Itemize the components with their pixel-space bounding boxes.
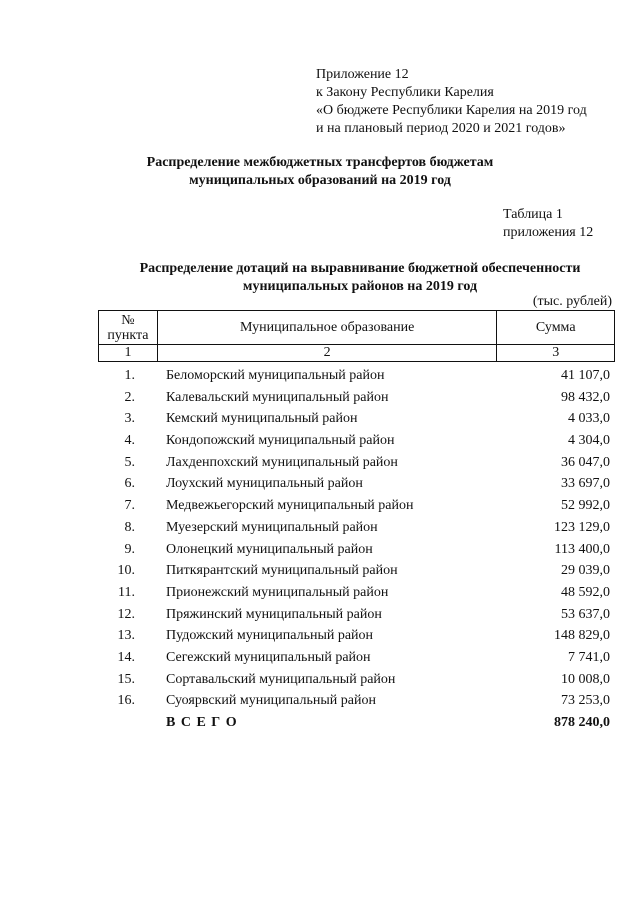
column-index: 2 [157,345,497,362]
table-title [0,260,640,296]
table-row [98,473,615,495]
row-sum: 7 741,0 [568,649,610,665]
table-title-line: Распределение дотаций на выравнивание бюджетной обеспеченности [139,261,581,276]
table-row [98,582,615,604]
table-row [98,560,615,582]
column-index: 1 [99,345,158,362]
row-number: 2. [124,389,135,405]
table-row [98,408,615,430]
row-name: Беломорский муниципальный район [166,368,385,383]
row-name: Кондопожский муниципальный район [166,433,395,449]
column-header-number-line1: № [121,312,135,328]
column-index-row [99,345,615,362]
table-row [98,647,615,669]
total-row [98,712,615,734]
units-label: (тыс. рублей) [532,294,612,309]
row-name: Кемский муниципальный район [166,411,358,427]
table-row [98,625,615,647]
row-sum: 4 033,0 [568,411,610,427]
row-number: 9. [124,541,135,557]
row-number: 1. [124,368,135,383]
total-sum: 878 240,0 [554,715,610,730]
table-row [98,517,615,539]
row-number: 11. [118,584,135,600]
row-name: Суоярвский муниципальный район [166,693,376,709]
document-title [0,154,640,190]
total-label: В С Е Г О [166,715,238,730]
row-sum: 10 008,0 [561,671,610,687]
row-name: Сортавальский муниципальный район [166,671,396,687]
appendix-line: и на плановый период 2020 и 2021 годов» [316,121,566,136]
row-number: 3. [124,411,135,427]
document-title-line: муниципальных образований на 2019 год [189,173,451,188]
row-sum: 98 432,0 [561,389,610,405]
row-name: Пудожский муниципальный район [166,628,374,644]
row-number: 14. [117,649,135,665]
row-number: 12. [117,606,135,622]
row-number: 6. [124,476,135,492]
table-row [98,495,615,517]
table-reference-line: приложения 12 [503,225,594,240]
document-title-line: Распределение межбюджетных трансфертов бюджетам [146,155,494,170]
row-name: Олонецкий муниципальный район [166,541,373,557]
row-name: Сегежский муниципальный район [166,649,371,665]
table-row [98,365,615,387]
column-header-name: Муниципальное образование [157,311,497,345]
table-reference-line: Таблица 1 [503,207,563,222]
row-number: 10. [117,563,135,579]
table-header [98,310,615,362]
row-sum: 123 129,0 [554,519,610,535]
row-name: Муезерский муниципальный район [166,519,378,535]
row-number: 15. [117,671,135,687]
table-row [98,604,615,626]
row-name: Лахденпохский муниципальный район [166,454,398,470]
row-name: Лоухский муниципальный район [166,476,363,492]
table-body [98,365,615,712]
appendix-header [316,66,587,138]
row-sum: 29 039,0 [561,563,610,579]
row-sum: 148 829,0 [554,628,610,644]
row-number: 16. [117,693,135,709]
table-row [98,690,615,712]
table-row [98,669,615,691]
row-number: 5. [124,454,135,470]
appendix-line: к Закону Республики Карелия [316,85,494,100]
row-name: Пряжинский муниципальный район [166,606,382,622]
row-number: 13. [117,628,135,644]
row-sum: 33 697,0 [561,476,610,492]
table-row [98,539,615,561]
row-name: Прионежский муниципальный район [166,584,389,600]
row-sum: 52 992,0 [561,498,610,514]
column-index: 3 [497,345,615,362]
table-title-line: муниципальных районов на 2019 год [242,279,478,294]
column-header-sum: Сумма [497,311,615,345]
row-sum: 73 253,0 [561,693,610,709]
column-header-number [99,311,158,345]
row-name: Калевальский муниципальный район [166,389,389,405]
row-sum: 41 107,0 [561,368,610,383]
row-number: 7. [124,498,135,514]
table-row [98,452,615,474]
row-number: 4. [124,433,135,449]
column-header-number-line2: пункта [107,327,149,343]
row-sum: 48 592,0 [561,584,610,600]
row-name: Питкярантский муниципальный район [166,563,398,579]
row-sum: 4 304,0 [568,433,610,449]
row-sum: 53 637,0 [561,606,610,622]
row-name: Медвежьегорский муниципальный район [166,498,414,514]
row-sum: 36 047,0 [561,454,610,470]
appendix-line: «О бюджете Республики Карелия на 2019 год [316,103,587,118]
row-number: 8. [124,519,135,535]
table-row [98,387,615,409]
row-sum: 113 400,0 [554,541,610,557]
table-row [98,430,615,452]
table-reference [503,206,593,242]
appendix-line: Приложение 12 [316,67,409,82]
